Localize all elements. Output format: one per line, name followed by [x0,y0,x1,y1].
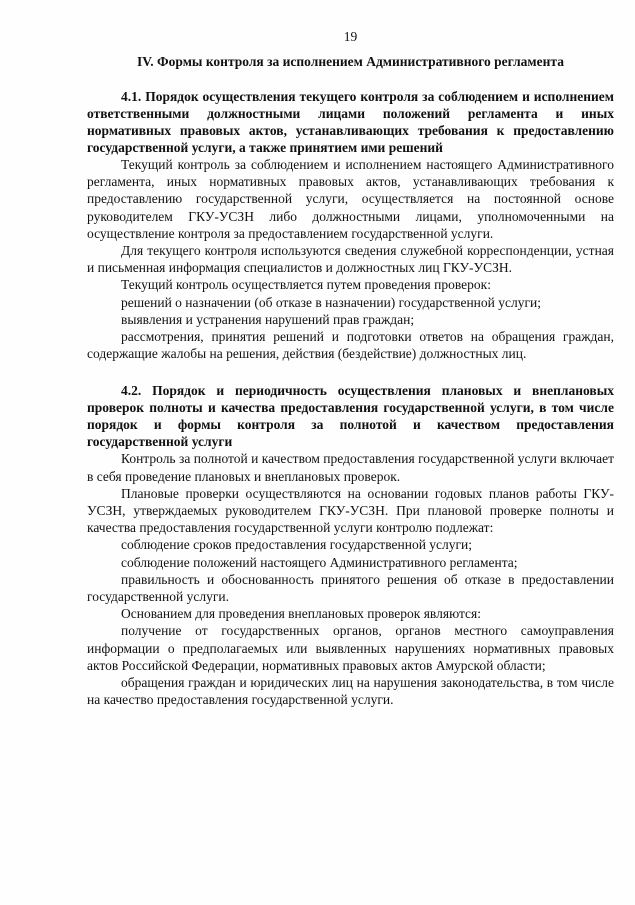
page-number: 19 [343,29,358,44]
list-item: обращения граждан и юридических лиц на нарушения законодательства, в том числе на качество предоставления государственной услуги. [87,675,614,708]
list-item: решений о назначении (об отказе в назначении) государственной услуги; [121,294,541,310]
page-content [87,28,614,708]
paragraph: Контроль за полнотой и качеством предоставления государственной услуги включает в себя проведение плановых и внеплановых проверок. [87,451,614,484]
list-item: выявления и устранения нарушений прав граждан; [121,311,415,327]
section-4-1-heading: 4.1. Порядок осуществления текущего контроля за соблюдением и исполнением ответственными должностными лицами положений регламента и иных нормативных правовых актов, устанавливающих требования к предоставлению государственной услуги, а также принятием ими решений [87,89,614,155]
list-item: соблюдение сроков предоставления государственной услуги; [121,537,473,553]
list-item: рассмотрения, принятия решений и подготовки ответов на обращения граждан, содержащие жалобы на решения, действия (бездействие) должностных лиц. [87,329,614,362]
chapter-title: IV. Формы контроля за исполнением Административного регламента [137,54,564,69]
paragraph: Плановые проверки осуществляются на основании годовых планов работы ГКУ-УСЗН, утверждаемых руководителем ГКУ-УСЗН. При плановой проверке полноты и качества предоставления государственной услуги контролю подлежат: [87,485,614,536]
paragraph: Для текущего контроля используются сведения служебной корреспонденции, устная и письменная информация специалистов и должностных лиц ГКУ-УСЗН. [87,243,614,276]
paragraph: Текущий контроль осуществляется путем проведения проверок: [121,277,491,293]
paragraph: Текущий контроль за соблюдением и исполнением настоящего Административного регламента, иных нормативных правовых актов, устанавливающих требования к предоставлению государственной услуги, осуществляется на постоянной основе руководителем ГКУ-УСЗН либо должностными лицами, уполномоченными на осуществление контроля за предоставлением государственной услуги. [87,157,614,241]
paragraph: Основанием для проведения внеплановых проверок являются: [121,606,481,622]
section-4-2-heading: 4.2. Порядок и периодичность осуществления плановых и внеплановых проверок полноты и качества предоставления государственной услуги, в том числе порядок и формы контроля за полнотой и качеством предоставления государственной услуги [87,383,614,450]
list-item: соблюдение положений настоящего Административного регламента; [121,554,518,570]
list-item: правильность и обоснованность принятого решения об отказе в предоставлении государственной услуги. [87,571,614,605]
list-item: получение от государственных органов, органов местного самоуправления информации о предполагаемых или выявленных нарушениях нормативных правовых актов Российской Федерации, нормативных правовых актов Амурской области; [87,623,614,673]
